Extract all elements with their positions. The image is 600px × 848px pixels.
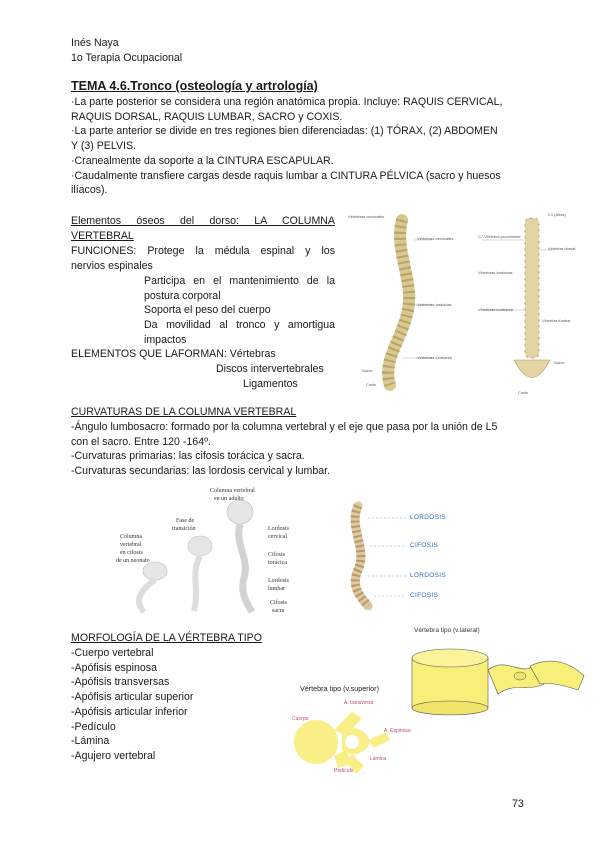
- fig1-label: Vértebras torácicas: [417, 302, 452, 307]
- vertebra-superior-figure: [290, 694, 420, 778]
- curvature-label: CIFOSIS: [410, 592, 439, 599]
- fig2-label: Cifosis: [270, 600, 288, 606]
- intro-line: RAQUIS DORSAL, RAQUIS LUMBAR, SACRO y COXIS.: [71, 110, 343, 123]
- intro-line: ilíacos).: [71, 184, 108, 197]
- vertebra-superior-illustration: [290, 694, 420, 778]
- fig2-label: cervical: [268, 534, 287, 540]
- spine-illustration: [342, 210, 584, 400]
- vertebra-label: A. Espinosa: [384, 728, 411, 734]
- list-item: -Pedículo: [71, 720, 116, 733]
- elemento-item: Ligamentos: [243, 378, 298, 390]
- funciones-cont: nervios espinales: [71, 260, 153, 272]
- vertebra-label: A. transversa: [344, 700, 374, 706]
- list-item: -Apófisis articular superior: [71, 691, 194, 704]
- fig2-label: Lordosis: [268, 526, 289, 532]
- fig2-label: Cifosis: [268, 552, 286, 558]
- fig2-label: en cifosis: [120, 550, 143, 556]
- fig1-label: Vértebras lumbares: [478, 307, 513, 312]
- fig2-label: Fase de: [176, 518, 195, 524]
- fig1-label: Coxis: [518, 390, 529, 395]
- fig1-label: C1 (Atlas): [548, 212, 566, 217]
- course: 1o Terapia Ocupacional: [71, 52, 183, 64]
- fig2-label: de un neonato: [116, 558, 150, 564]
- lateral-caption: Vértebra tipo (v.lateral): [414, 627, 480, 634]
- fig2-label: transición: [172, 526, 196, 532]
- list-item: -Apófisis transversas: [71, 676, 170, 689]
- curvature-label: LORDOSIS: [410, 514, 446, 521]
- intro-line: ·La parte posterior se considera una región anatómica propia. Incluye: RAQUIS CERVICAL,: [71, 96, 503, 108]
- fig2-label: lumbar: [268, 586, 285, 592]
- intro-line: ·Caudalmente transfiere cargas desde raquis lumbar a CINTURA PÉLVICA (sacro y huesos: [71, 169, 501, 182]
- section2-line: -Curvaturas secundarias: las lordosis cervical y lumbar.: [71, 465, 331, 478]
- funcion-item: Da movilidad al tronco y amortigua: [144, 319, 335, 331]
- fig1-label: Coxis: [366, 382, 377, 387]
- fig2-label: torácica: [268, 560, 287, 566]
- intro-line: Y (3) PELVIS.: [71, 140, 136, 153]
- fig2-label: vertebral: [120, 542, 142, 548]
- intro-line: ·Cranealmente da soporte a la CINTURA ESCAPULAR.: [71, 154, 334, 167]
- funcion-item: Soporta el peso del cuerpo: [144, 304, 271, 316]
- curvature-development-figure: [110, 486, 310, 618]
- curvature-spine-illustration: [318, 500, 478, 610]
- funcion-item: postura corporal: [144, 290, 221, 302]
- fig1-label: Vértebras lumbares: [417, 355, 452, 360]
- vertebra-label: Pedículo: [334, 768, 354, 774]
- vertebra-lateral-figure: [410, 636, 590, 716]
- fig2-label: sacra: [272, 608, 285, 614]
- fig1-label: C7 Vértebra prominente: [478, 234, 521, 239]
- list-item: -Apófisis espinosa: [71, 661, 157, 674]
- fig2-label: en un adulto: [214, 496, 244, 502]
- spine-figure: [342, 210, 584, 400]
- curvature-spine-figure: [318, 500, 478, 610]
- section2-line: -Ángulo lumbosacro: formado por la columna vertebral y el eje que pasa por la unión de L5: [71, 421, 498, 433]
- list-item: -Agujero vertebral: [71, 749, 156, 762]
- section2-heading: CURVATURAS DE LA COLUMNA VERTEBRAL: [71, 406, 297, 418]
- curvature-label: LORDOSIS: [410, 572, 446, 579]
- funcion-item: impactos: [144, 334, 187, 346]
- fig1-label: Sacro: [554, 360, 565, 365]
- section1-heading: Elementos óseos del dorso: LA COLUMNA: [71, 215, 335, 227]
- page-title: TEMA 4.6.Tronco (osteología y artrología): [71, 79, 318, 93]
- section3-heading: MORFOLOGÍA DE LA VÉRTEBRA TIPO: [71, 632, 262, 644]
- section2-line: -Curvaturas primarias: las cifosis torácica y sacra.: [71, 450, 305, 463]
- author: Inés Naya: [71, 37, 119, 49]
- elemento-item: Discos intervertebrales: [216, 363, 324, 375]
- vertebra-label: Lámina: [370, 756, 387, 762]
- fig1-label: Vértebra dorsal: [548, 246, 576, 251]
- elementos-label: ELEMENTOS QUE LAFORMAN: Vértebras: [71, 348, 276, 360]
- section2-text: [71, 420, 497, 479]
- superior-caption: Vértebra tipo (v.superior): [300, 684, 379, 693]
- list-item: -Apófisis articular inferior: [71, 705, 188, 718]
- fig1-label: Sacro: [362, 368, 373, 373]
- fig2-label: Columna: [120, 534, 142, 540]
- fig2-label: Lordosis: [268, 578, 289, 584]
- fig1-label: Vértebras torácicas: [478, 270, 513, 275]
- curvature-label: CIFOSIS: [410, 542, 439, 549]
- section2-line: con el sacro. Entre 120 -164º.: [71, 435, 211, 448]
- intro-paragraph: [71, 95, 502, 198]
- vertebra-lateral-illustration: [410, 636, 590, 716]
- vertebra-label: Cuerpo: [292, 716, 309, 722]
- funcion-item: Participa en el mantenimiento de la: [144, 275, 335, 287]
- page-number: 73: [512, 798, 524, 810]
- section1-heading-cont: VERTEBRAL: [71, 230, 134, 242]
- fig1-label: Vértebras cervicales: [348, 214, 385, 219]
- fig1-label: Vértebras cervicales: [417, 236, 454, 241]
- list-item: -Lámina: [71, 735, 110, 748]
- fig1-label: Vértebra lumbar: [542, 318, 571, 323]
- intro-line: ·La parte anterior se divide en tres regiones bien diferenciadas: (1) TÓRAX, (2) ABDOMEN: [71, 125, 498, 138]
- vertebra-parts-list: [71, 646, 193, 764]
- funciones-label: FUNCIONES: Protege la médula espinal y los: [71, 245, 335, 257]
- fig2-label: Columna vertebral: [210, 488, 255, 494]
- list-item: -Cuerpo vertebral: [71, 647, 154, 659]
